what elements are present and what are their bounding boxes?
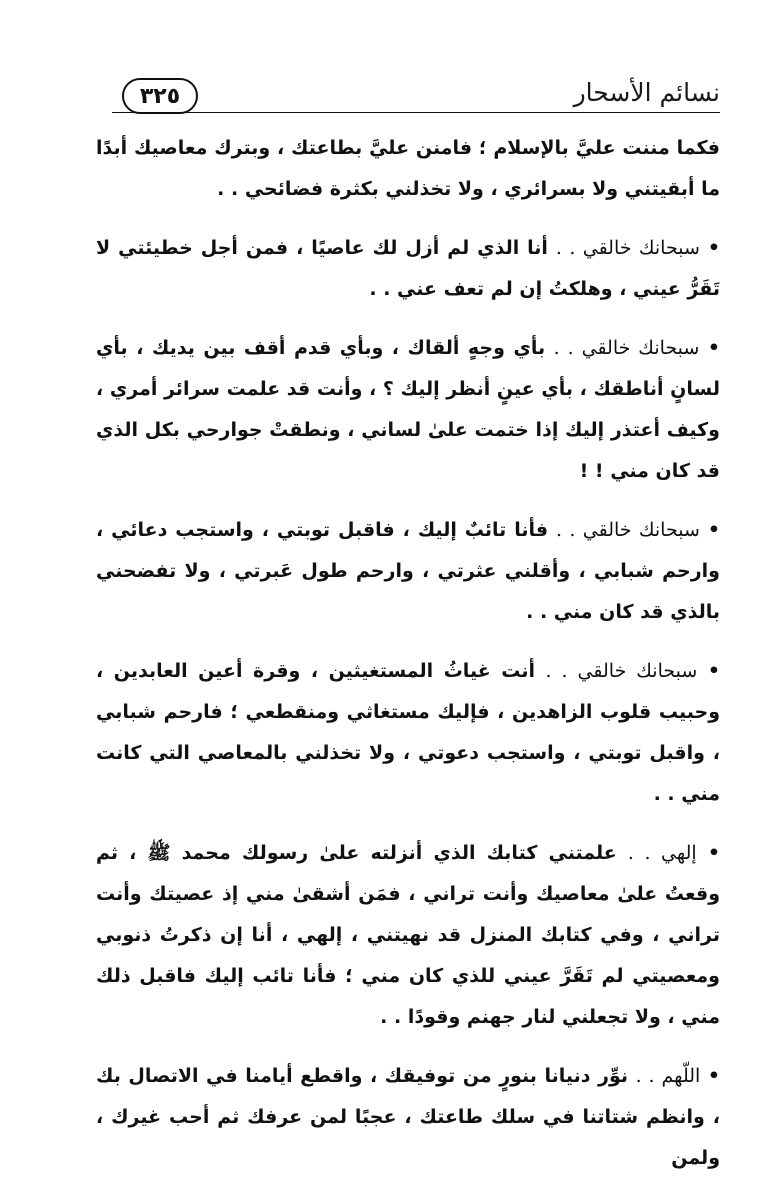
paragraph-lead: سبحانك خالقي . .	[555, 237, 700, 259]
header-rule	[112, 112, 720, 113]
paragraph-3	[96, 328, 720, 492]
paragraph-1	[96, 128, 720, 210]
paragraph-7	[96, 1056, 720, 1179]
bullet-icon: •	[707, 1065, 720, 1087]
paragraph-6	[96, 833, 720, 1038]
bullet-icon: •	[707, 842, 720, 864]
running-title: نسائم الأسحار	[573, 78, 720, 107]
bullet-icon: •	[707, 237, 720, 259]
bullet-icon: •	[707, 660, 720, 682]
body-text	[96, 128, 720, 1197]
paragraph-lead: سبحانك خالقي . .	[545, 660, 698, 682]
paragraph-4	[96, 510, 720, 633]
paragraph-text: أنا الذي لم أزل لك عاصيًا ، فمن أجل خطيئتي لا تَقَرُّ عيني ، وهلكتُ إن لم تعف عني . .	[96, 237, 720, 300]
paragraph-text: أنت غياثُ المستغيثين ، وقرة أعين العابدين ، وحبيب قلوب الزاهدين ، فإليك مستغاثي ومنقطعي ؛ فارحم شبابي ، واقبل توبتي ، واستجب دعوتي ، ولا تخذلني بالمعاصي التي كانت مني . .	[96, 660, 720, 805]
paragraph-lead: سبحانك خالقي . .	[556, 519, 700, 541]
paragraph-2	[96, 228, 720, 310]
bullet-icon: •	[707, 337, 720, 359]
bullet-icon: •	[707, 519, 720, 541]
paragraph-5	[96, 651, 720, 815]
page-header	[112, 72, 720, 116]
paragraph-text: فأنا تائبٌ إليك ، فاقبل توبتي ، واستجب دعائي ، وارحم شبابي ، وأقلني عثرتي ، وارحم طول عَبرتي ، ولا تفضحني بالذي قد كان مني . .	[96, 519, 720, 623]
page-number: ٣٢٥	[122, 78, 198, 114]
paragraph-text: بأي وجهٍ ألقاك ، وبأي قدم أقف بين يديك ، بأي لسانٍ أناطقك ، بأي عينٍ أنظر إليك ؟ ، وأنت قد علمت سرائر أمري ، وكيف أعتذر إليك إذا ختمت علىٰ لساني ، ونطقتْ جوارحي بكل الذي قد كان مني ! !	[96, 337, 720, 482]
paragraph-text: نوِّر دنيانا بنورٍ من توفيقك ، واقطع أيامنا في الاتصال بك ، وانظم شتاتنا في سلك طاعتك ، عجبًا لمن عرفك ثم أحب غيرك ، ولمن	[96, 1065, 720, 1169]
paragraph-text: فكما مننت عليَّ بالإسلام ؛ فامنن عليَّ بطاعتك ، وبترك معاصيك أبدًا ما أبقيتني ولا بسرائري ، ولا تخذلني بكثرة فضائحي . .	[96, 137, 720, 200]
paragraph-lead: سبحانك خالقي . .	[553, 337, 700, 359]
paragraph-lead: إلهي . .	[627, 842, 697, 864]
paragraph-text: علمتني كتابك الذي أنزلته علىٰ رسولك محمد ﷺ ، ثم وقعتُ علىٰ معاصيك وأنت تراني ، فمَن أشقىٰ مني إذ عصيتك وأنت تراني ، وفي كتابك المنزل قد نهيتني ، إلهي ، أنا إن ذكرتُ ذنوبي ومعصيتي لم تَقَرَّ عيني للذي كان مني ؛ فأنا تائب إليك فاقبل ذلك مني ، ولا تجعلني لنار جهنم وقودًا . .	[96, 842, 720, 1028]
paragraph-lead: اللّهم . .	[635, 1065, 701, 1087]
